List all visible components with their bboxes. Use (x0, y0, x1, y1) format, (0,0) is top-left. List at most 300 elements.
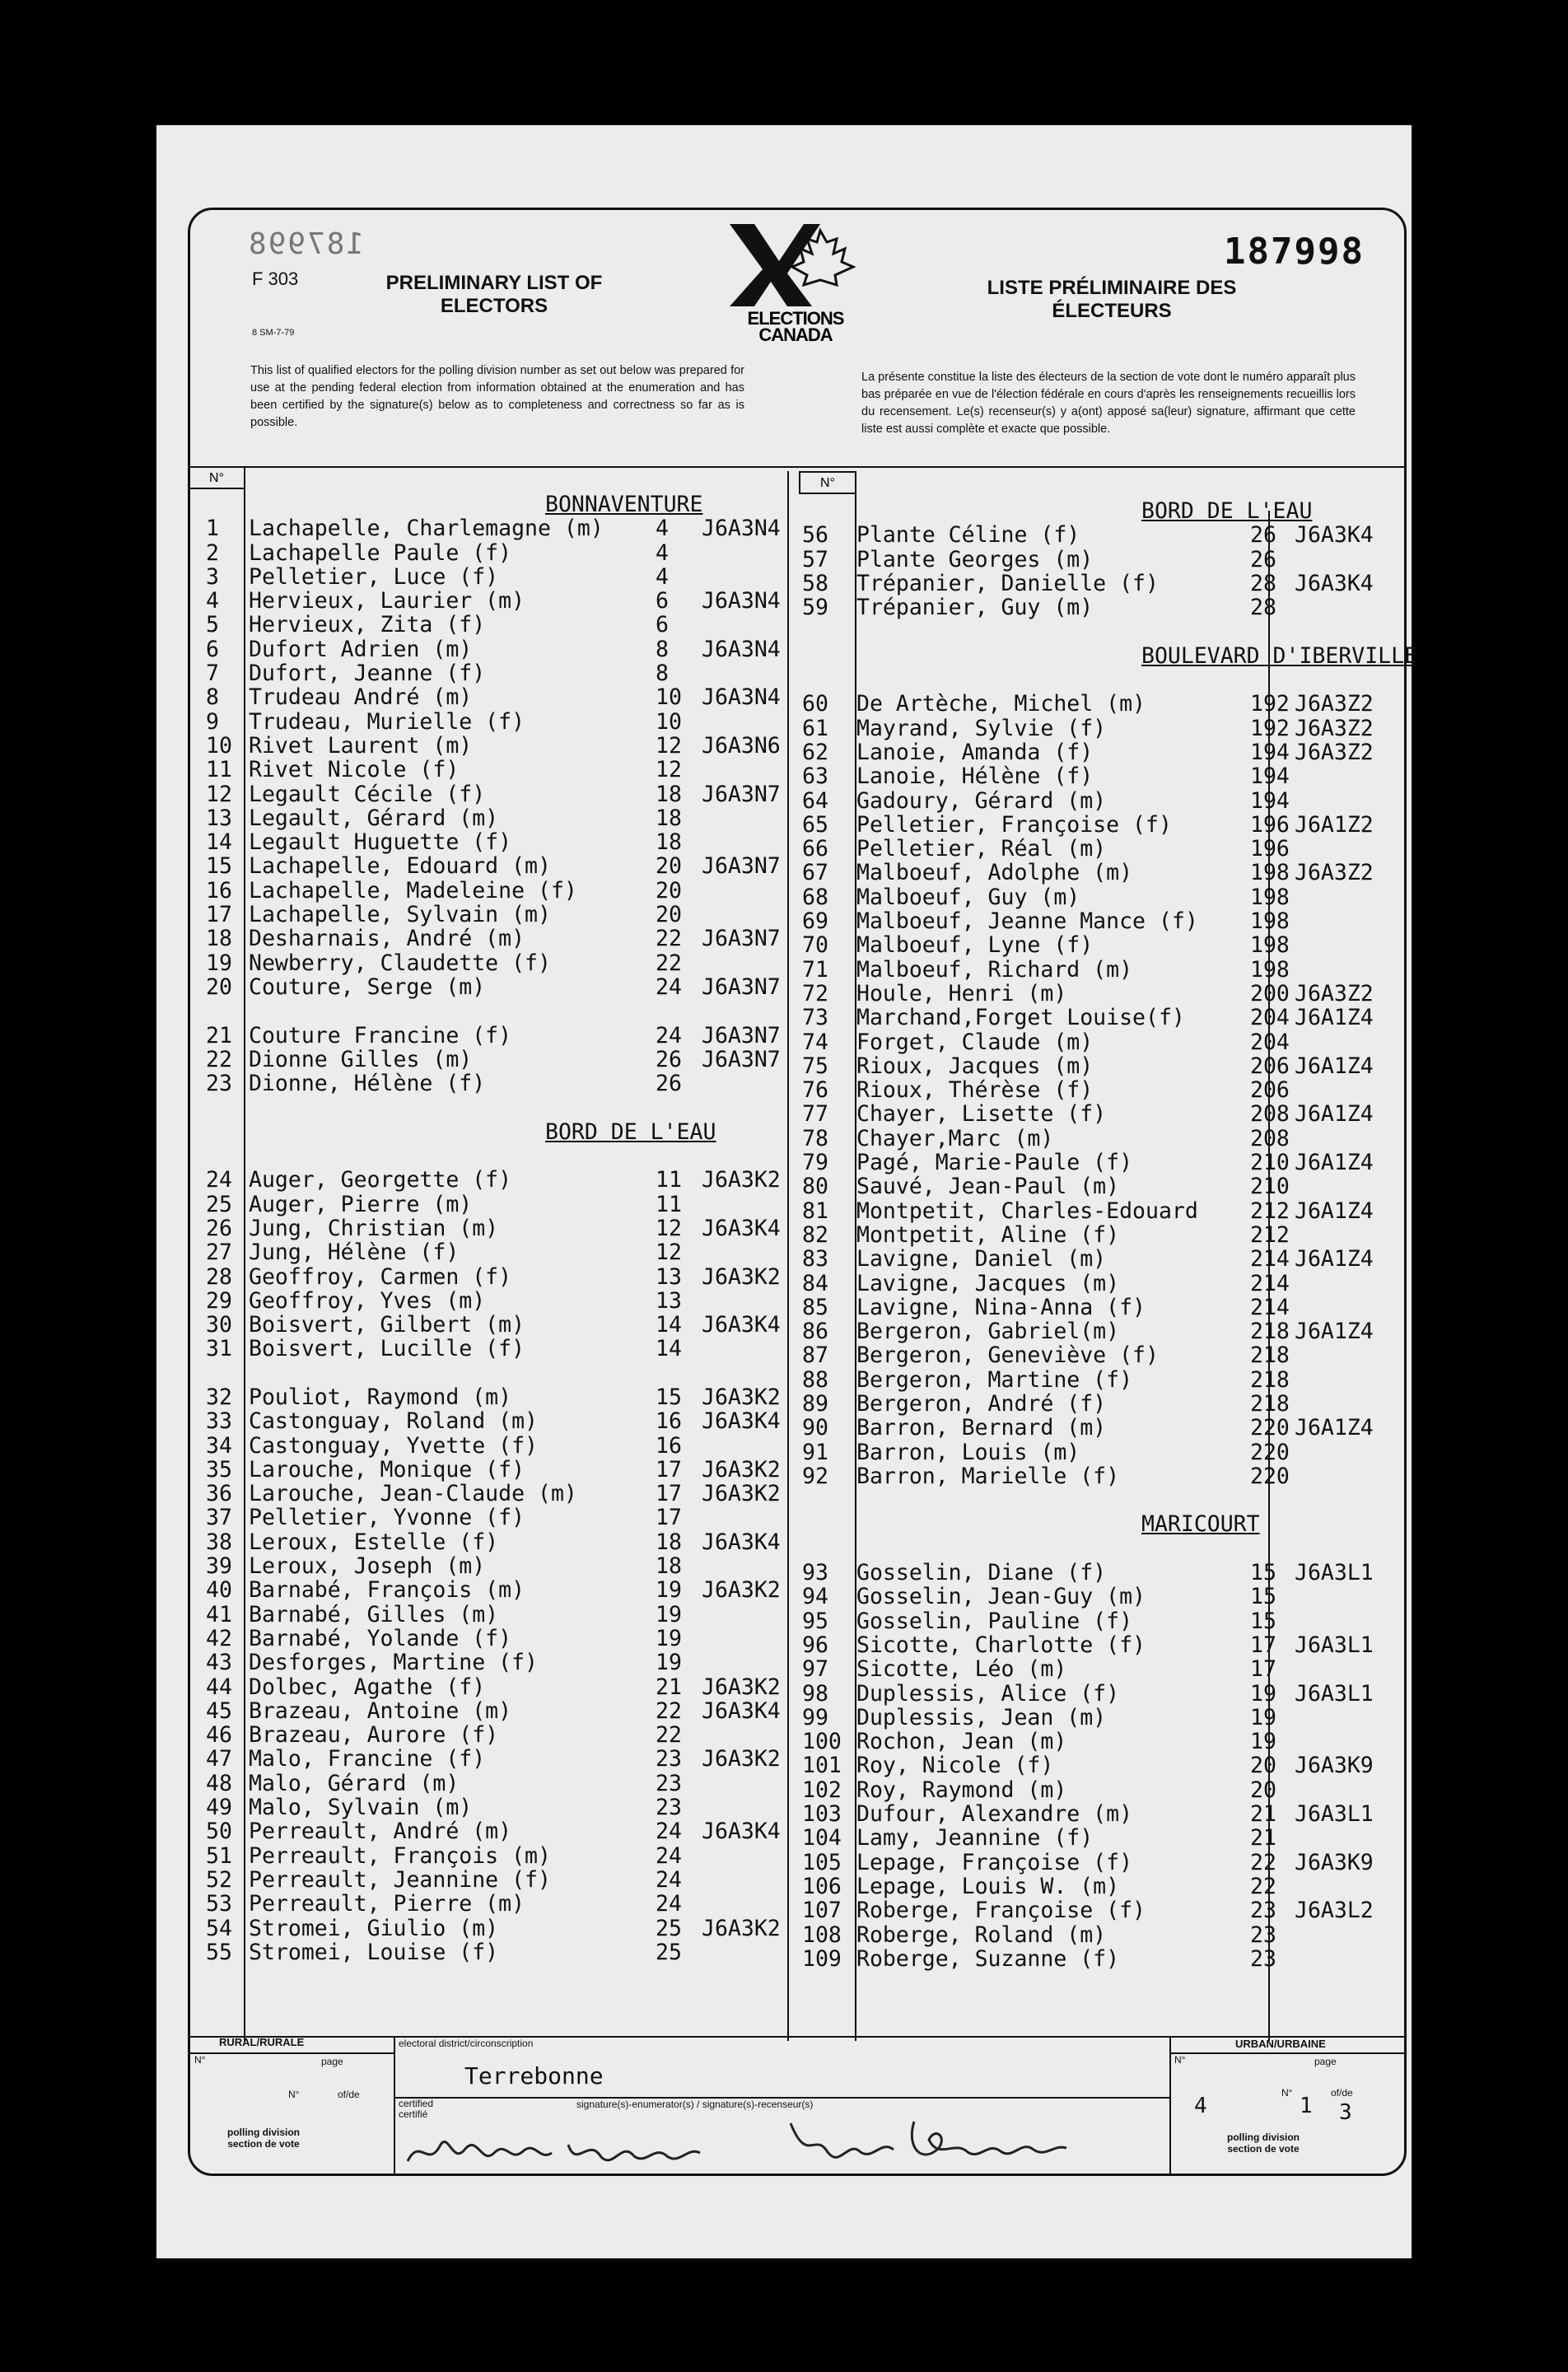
elector-row (796, 1826, 1397, 1850)
elector-number: 24 (206, 1167, 232, 1193)
civic-number: 28 (1250, 595, 1276, 621)
elector-number: 93 (802, 1560, 828, 1586)
elector-name: Lachapelle, Edouard (m) (249, 853, 551, 880)
civic-number: 218 (1250, 1366, 1290, 1393)
elector-row (194, 1216, 787, 1240)
elector-name: Larouche, Monique (f) (249, 1456, 525, 1482)
elector-number: 83 (802, 1246, 828, 1272)
elector-number: 16 (206, 877, 232, 904)
elector-row (194, 710, 787, 734)
elector-number: 25 (206, 1191, 232, 1217)
postal-code: J6A3Z2 (1295, 860, 1374, 886)
civic-number: 17 (656, 1481, 682, 1507)
elector-number: 64 (802, 787, 828, 814)
elector-name: Malboeuf, Lyne (f) (856, 932, 1094, 959)
civic-number: 17 (656, 1505, 682, 1531)
elector-number: 100 (802, 1729, 842, 1755)
elector-name: Malboeuf, Guy (m) (856, 884, 1080, 910)
civic-number: 15 (1250, 1584, 1276, 1610)
elector-number: 86 (802, 1319, 828, 1345)
elector-row (796, 1343, 1397, 1367)
elector-name: Roy, Raymond (m) (856, 1777, 1067, 1803)
elector-name: Newberry, Claudette (f) (249, 950, 551, 976)
postal-code: J6A3N4 (702, 516, 781, 542)
blank-row (194, 1144, 787, 1168)
civic-number: 17 (656, 1456, 682, 1482)
civic-number: 10 (656, 684, 682, 711)
elector-number: 66 (802, 836, 828, 862)
elector-row (194, 1024, 787, 1048)
elector-name: Lanoie, Amanda (f) (856, 739, 1094, 765)
form-code: 8 SM-7-79 (252, 328, 295, 338)
civic-number: 22 (656, 950, 682, 976)
civic-number: 206 (1250, 1077, 1290, 1104)
elector-name: Roy, Nicole (f) (856, 1753, 1054, 1779)
civic-number: 24 (656, 1022, 682, 1048)
elector-number: 75 (802, 1053, 828, 1079)
civic-number: 4 (656, 539, 669, 566)
elector-row (194, 637, 787, 661)
civic-number: 12 (656, 1240, 682, 1266)
elector-row (194, 1048, 787, 1072)
elector-row (796, 861, 1397, 885)
elector-name: Leroux, Joseph (m) (249, 1553, 486, 1580)
elector-number: 74 (802, 1029, 828, 1055)
elector-row (796, 837, 1397, 861)
civic-number: 192 (1250, 691, 1290, 717)
postal-code: J6A3K4 (702, 1408, 781, 1435)
postal-code: J6A3L1 (1295, 1632, 1374, 1658)
elector-name: Lanoie, Hélène (f) (856, 763, 1094, 790)
civic-number: 22 (1250, 1849, 1276, 1875)
elector-name: Geoffroy, Yves (m) (249, 1287, 486, 1314)
civic-number: 19 (1250, 1704, 1276, 1730)
civic-number: 11 (656, 1167, 682, 1193)
elector-name: Lavigne, Daniel (m) (856, 1246, 1107, 1272)
postal-code: J6A1Z4 (1295, 1415, 1374, 1441)
civic-number: 22 (656, 1697, 682, 1724)
elector-name: Duplessis, Alice (f) (856, 1680, 1120, 1707)
elector-name: Forget, Claude (m) (856, 1029, 1094, 1055)
elector-name: Barnabé, Yolande (f) (249, 1625, 512, 1651)
postal-code: J6A3K2 (702, 1577, 781, 1604)
postal-code: J6A1Z4 (1295, 1053, 1374, 1079)
elector-name: Trépanier, Danielle (f) (856, 570, 1159, 596)
elector-number: 71 (802, 956, 828, 983)
elector-name: Rivet Nicole (f) (249, 757, 460, 783)
civic-number: 25 (656, 1939, 682, 1965)
elector-number: 62 (802, 739, 828, 765)
elector-name: Perreault, Jeannine (f) (249, 1866, 551, 1893)
civic-number: 220 (1250, 1463, 1290, 1489)
civic-number: 198 (1250, 860, 1290, 886)
civic-number: 6 (656, 612, 669, 638)
street-heading (194, 1120, 787, 1144)
elector-number: 41 (206, 1601, 232, 1627)
elector-row (796, 1054, 1397, 1078)
elector-name: Brazeau, Aurore (f) (249, 1722, 499, 1749)
elector-row (796, 548, 1397, 572)
elector-number: 39 (206, 1553, 232, 1580)
elector-name: Malboeuf, Richard (m) (856, 956, 1133, 983)
elector-number: 2 (206, 539, 219, 566)
title-french: LISTE PRÉLIMINAIRE DES ÉLECTEURS (987, 277, 1237, 322)
elector-number: 63 (802, 763, 828, 790)
elector-name: Pelletier, Luce (f) (249, 563, 499, 590)
civic-number: 17 (1250, 1656, 1276, 1683)
elector-name: Castonguay, Yvette (f) (249, 1432, 538, 1459)
civic-number: 194 (1250, 739, 1290, 765)
elector-name: Gadoury, Gérard (m) (856, 787, 1107, 814)
civic-number: 196 (1250, 811, 1290, 838)
elector-row (796, 1223, 1397, 1247)
elector-number: 29 (206, 1287, 232, 1314)
postal-code: J6A1Z4 (1295, 1198, 1374, 1224)
street-heading-text: BONNAVENTURE (545, 492, 703, 517)
elector-number: 30 (206, 1312, 232, 1338)
postal-code: J6A3K2 (702, 1167, 781, 1193)
civic-number: 8 (656, 636, 669, 662)
postal-code: J6A3K4 (702, 1312, 781, 1338)
elector-number: 59 (802, 595, 828, 621)
street-heading (796, 642, 1418, 669)
postal-code: J6A3K2 (702, 1674, 781, 1700)
civic-number: 24 (656, 1891, 682, 1917)
civic-number: 21 (1250, 1825, 1276, 1851)
elector-name: Larouche, Jean-Claude (m) (249, 1481, 577, 1507)
postal-code: J6A3K2 (702, 1263, 781, 1290)
civic-number: 218 (1250, 1342, 1290, 1369)
elector-row (796, 789, 1397, 813)
urban-no-label: N° (1174, 2054, 1186, 2066)
stamp-number: 187998 (247, 227, 365, 261)
elector-row (194, 1168, 787, 1192)
elector-number: 55 (206, 1939, 232, 1965)
elector-number: 94 (802, 1584, 828, 1610)
civic-number: 214 (1250, 1246, 1290, 1272)
elector-row (194, 1506, 787, 1529)
urban-polling-number: 4 (1194, 2094, 1207, 2118)
elector-row (194, 975, 787, 999)
civic-number: 18 (656, 829, 682, 856)
civic-number: 20 (656, 853, 682, 880)
maple-leaf-x-icon (721, 224, 870, 306)
postal-code: J6A3N7 (702, 781, 781, 807)
elector-name: Lavigne, Jacques (m) (856, 1270, 1120, 1296)
elector-row (796, 1778, 1397, 1802)
elector-name: Castonguay, Roland (m) (249, 1408, 538, 1435)
elector-name: Barron, Louis (m) (856, 1439, 1080, 1465)
civic-number: 210 (1250, 1174, 1290, 1200)
elector-row (194, 589, 787, 613)
postal-code: J6A3N7 (702, 853, 781, 880)
elector-name: Lachapelle, Madeleine (f) (249, 877, 577, 904)
elector-row (194, 1844, 787, 1868)
elector-row (796, 1875, 1397, 1898)
elector-number: 81 (802, 1198, 828, 1224)
elector-row (796, 1440, 1397, 1464)
elector-row (194, 1772, 787, 1795)
elector-number: 7 (206, 661, 219, 687)
elector-row (796, 1030, 1397, 1054)
elector-number: 14 (206, 829, 232, 856)
electors-list-left (194, 493, 787, 1964)
postal-code: J6A3K2 (702, 1384, 781, 1410)
elector-row (194, 1651, 787, 1674)
elector-number: 47 (206, 1746, 232, 1772)
civic-number: 14 (656, 1312, 682, 1338)
elector-row (796, 1706, 1397, 1730)
elector-name: Perreault, Pierre (m) (249, 1891, 525, 1917)
elector-name: Trépanier, Guy (m) (856, 595, 1094, 621)
blank-row (194, 1095, 787, 1119)
elector-number: 48 (206, 1770, 232, 1796)
elector-name: Mayrand, Sylvie (f) (856, 715, 1107, 741)
civic-number: 208 (1250, 1125, 1290, 1151)
elector-name: Lachapelle Paule (f) (249, 539, 512, 566)
elector-row (796, 595, 1397, 619)
elector-row (194, 1458, 787, 1482)
elector-row (796, 1151, 1397, 1174)
elector-number: 101 (802, 1753, 842, 1779)
elector-number: 95 (802, 1608, 828, 1634)
civic-number: 19 (1250, 1680, 1276, 1707)
elector-row (194, 758, 787, 782)
postal-code: J6A1Z4 (1295, 1005, 1374, 1031)
elector-number: 72 (802, 980, 828, 1006)
civic-number: 200 (1250, 980, 1290, 1006)
elector-name: Desharnais, André (m) (249, 926, 525, 952)
elector-number: 11 (206, 757, 232, 783)
elector-number: 26 (206, 1215, 232, 1241)
elector-row (796, 572, 1397, 595)
elector-name: Boisvert, Gilbert (m) (249, 1312, 525, 1338)
elector-number: 90 (802, 1415, 828, 1441)
civic-number: 19 (1250, 1729, 1276, 1755)
elector-number: 88 (802, 1366, 828, 1393)
civic-number: 21 (656, 1674, 682, 1700)
postal-code: J6A3N7 (702, 1022, 781, 1048)
elector-name: Dionne, Hélène (f) (249, 1071, 486, 1097)
elector-number: 5 (206, 612, 219, 638)
elector-row (194, 1795, 787, 1819)
urban-page-number: 1 (1300, 2094, 1313, 2118)
civic-number: 212 (1250, 1221, 1290, 1248)
elector-row (194, 1747, 787, 1771)
postal-code: J6A3K2 (702, 1915, 781, 1941)
civic-number: 13 (656, 1263, 682, 1290)
rural-polling-label: polling division section de vote (227, 2127, 300, 2150)
civic-number: 220 (1250, 1415, 1290, 1441)
elector-name: Pelletier, Réal (m) (856, 836, 1107, 862)
elector-name: Couture, Serge (m) (249, 974, 486, 1000)
elector-name: Barnabé, François (m) (249, 1577, 525, 1604)
postal-code: J6A3K4 (702, 1215, 781, 1241)
elector-number: 109 (802, 1945, 842, 1972)
elector-number: 61 (802, 715, 828, 741)
elector-name: Pouliot, Raymond (m) (249, 1384, 512, 1410)
elector-name: Barron, Marielle (f) (856, 1463, 1120, 1489)
elector-name: Trudeau André (m) (249, 684, 473, 711)
blank-row (796, 1488, 1397, 1512)
elector-name: Plante Céline (f) (856, 522, 1080, 549)
civic-number: 196 (1250, 836, 1290, 862)
civic-number: 194 (1250, 763, 1290, 790)
elector-name: Rochon, Jean (m) (856, 1729, 1067, 1755)
elector-number: 36 (206, 1481, 232, 1507)
elector-number: 34 (206, 1432, 232, 1459)
blank-row (796, 619, 1397, 643)
civic-number: 26 (656, 1071, 682, 1097)
elector-name: Lamy, Jeannine (f) (856, 1825, 1094, 1851)
postal-code: J6A3N6 (702, 732, 781, 759)
elector-number: 98 (802, 1680, 828, 1707)
elector-number: 104 (802, 1825, 842, 1851)
elector-name: Chayer,Marc (m) (856, 1125, 1054, 1151)
civic-number: 192 (1250, 715, 1290, 741)
elector-number: 44 (206, 1674, 232, 1700)
elector-number: 20 (206, 974, 232, 1000)
elector-name: Dionne Gilles (m) (249, 1046, 473, 1072)
civic-number: 220 (1250, 1439, 1290, 1465)
urban-page-label: page (1314, 2056, 1337, 2067)
civic-number: 14 (656, 1336, 682, 1362)
civic-number: 206 (1250, 1053, 1290, 1079)
civic-number: 20 (656, 902, 682, 928)
elector-name: Malboeuf, Adolphe (m) (856, 860, 1133, 886)
elector-row (796, 523, 1397, 547)
elector-number: 28 (206, 1263, 232, 1290)
civic-number: 18 (656, 1529, 682, 1555)
elector-number: 50 (206, 1819, 232, 1845)
elector-number: 105 (802, 1849, 842, 1875)
elector-row (796, 1682, 1397, 1706)
elector-row (796, 1006, 1397, 1030)
civic-number: 25 (656, 1915, 682, 1941)
postal-code: J6A3K9 (1295, 1753, 1374, 1779)
civic-number: 19 (656, 1601, 682, 1627)
elector-number: 12 (206, 781, 232, 807)
rural-no-label: N° (194, 2054, 206, 2066)
postal-code: J6A3N4 (702, 588, 781, 614)
elector-number: 37 (206, 1505, 232, 1531)
elector-number: 91 (802, 1439, 828, 1465)
elector-number: 69 (802, 908, 828, 935)
elector-number: 73 (802, 1005, 828, 1031)
elector-number: 19 (206, 950, 232, 976)
elector-number: 79 (802, 1150, 828, 1176)
elector-row (194, 854, 787, 878)
elector-row (194, 927, 787, 950)
elector-number: 6 (206, 636, 219, 662)
elector-name: Bergeron, Gabriel(m) (856, 1319, 1120, 1345)
elector-name: Malo, Sylvain (m) (249, 1795, 473, 1821)
civic-number: 23 (656, 1746, 682, 1772)
elector-name: Leroux, Estelle (f) (249, 1529, 499, 1555)
street-heading-text: BORD DE L'EAU (545, 1118, 716, 1145)
elector-name: Dufort Adrien (m) (249, 636, 473, 662)
elector-name: Sicotte, Léo (m) (856, 1656, 1067, 1683)
elector-row (796, 1464, 1397, 1488)
civic-number: 23 (1250, 1945, 1276, 1972)
elector-number: 38 (206, 1529, 232, 1555)
elector-row (796, 1730, 1397, 1753)
elector-row (796, 933, 1397, 957)
elector-number: 46 (206, 1722, 232, 1749)
elector-number: 70 (802, 932, 828, 959)
elector-number: 97 (802, 1656, 828, 1683)
street-heading (194, 493, 787, 516)
civic-number: 26 (1250, 522, 1276, 549)
district-label: electoral district/circonscription (399, 2038, 534, 2049)
civic-number: 214 (1250, 1294, 1290, 1320)
civic-number: 208 (1250, 1101, 1290, 1128)
civic-number: 4 (656, 563, 669, 590)
elector-row (194, 1699, 787, 1723)
elector-name: Dolbec, Agathe (f) (249, 1674, 486, 1700)
elector-number: 80 (802, 1174, 828, 1200)
elector-number: 23 (206, 1071, 232, 1097)
elector-number: 10 (206, 732, 232, 759)
civic-number: 20 (1250, 1753, 1276, 1779)
elector-number: 96 (802, 1632, 828, 1658)
elector-row (194, 565, 787, 589)
elector-row (796, 1947, 1397, 1971)
civic-number: 214 (1250, 1270, 1290, 1296)
elector-row (194, 1723, 787, 1747)
civic-number: 19 (656, 1650, 682, 1676)
civic-number: 22 (656, 1722, 682, 1749)
elector-name: Lavigne, Nina-Anna (f) (856, 1294, 1146, 1320)
elector-name: Roberge, Suzanne (f) (856, 1945, 1120, 1972)
postal-code: J6A3N4 (702, 684, 781, 711)
elector-number: 67 (802, 860, 828, 886)
postal-code: J6A3K4 (1295, 522, 1374, 549)
elector-row (796, 1585, 1397, 1609)
elector-row (194, 1603, 787, 1627)
elector-number: 107 (802, 1898, 842, 1924)
elector-row (796, 1753, 1397, 1777)
elector-name: Brazeau, Antoine (m) (249, 1697, 512, 1724)
elector-row (194, 1265, 787, 1289)
civic-number: 198 (1250, 908, 1290, 935)
elector-row (796, 813, 1397, 837)
elector-number: 33 (206, 1408, 232, 1435)
elector-number: 52 (206, 1866, 232, 1893)
elector-name: Chayer, Lisette (f) (856, 1101, 1107, 1128)
postal-code: J6A3N7 (702, 974, 781, 1000)
elector-name: Gosselin, Jean-Guy (m) (856, 1584, 1146, 1610)
elector-row (796, 982, 1397, 1006)
elector-row (796, 1272, 1397, 1296)
civic-number: 13 (656, 1287, 682, 1314)
postal-code: J6A3Z2 (1295, 739, 1374, 765)
enumerator-signature-1 (404, 2128, 716, 2183)
elector-number: 15 (206, 853, 232, 880)
postal-code: J6A3K9 (1295, 1849, 1374, 1875)
elector-number: 57 (802, 546, 828, 572)
elector-name: Trudeau, Murielle (f) (249, 708, 525, 735)
civic-number: 15 (1250, 1560, 1276, 1586)
logo-line-1: ELECTIONS (747, 308, 844, 329)
elector-name: Montpetit, Charles-Edouard (856, 1198, 1198, 1224)
civic-number: 24 (656, 1819, 682, 1845)
elector-name: Boisvert, Lucille (f) (249, 1336, 525, 1362)
elector-row (194, 879, 787, 903)
elector-name: Perreault, François (m) (249, 1842, 551, 1869)
postal-code: J6A1Z4 (1295, 1319, 1374, 1345)
elector-name: Malo, Francine (f) (249, 1746, 486, 1772)
